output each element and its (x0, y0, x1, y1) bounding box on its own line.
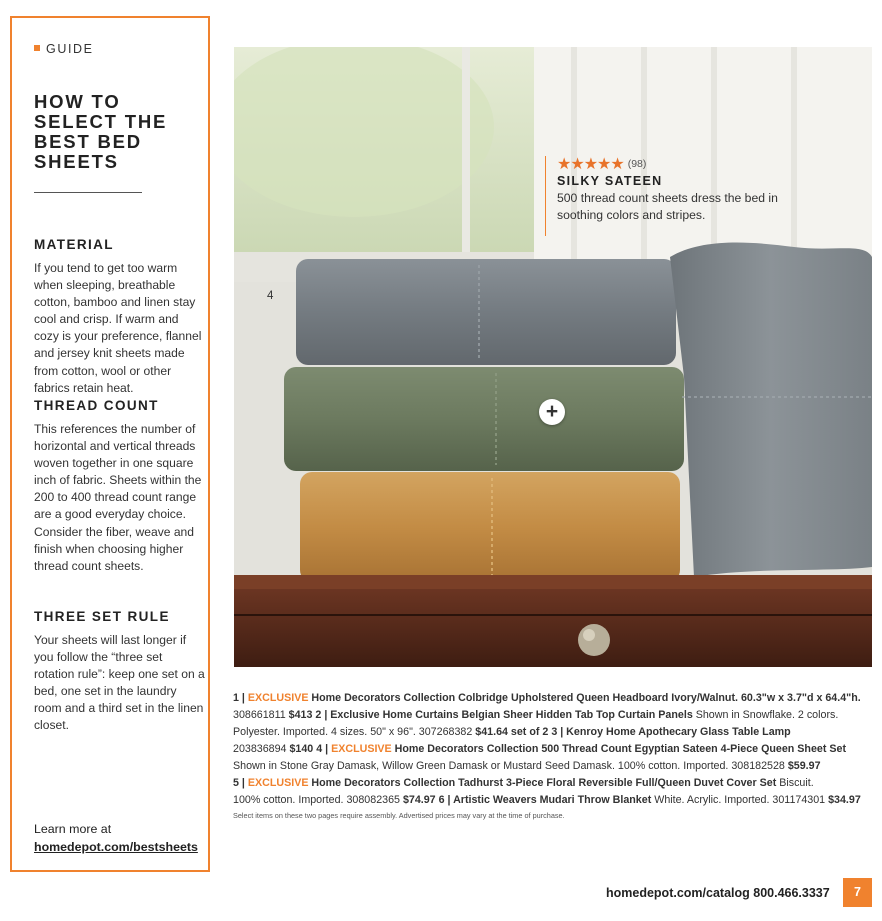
price: $59.97 (787, 760, 821, 772)
callout-line (545, 156, 546, 236)
sheet-gray (296, 259, 676, 365)
section-text-three-set-rule: Your sheets will last longer if you follow the “three set rotation rule”: keep one set on a bed, one set in the laundry room and a third set in the linen closet. (34, 633, 205, 733)
draped-throw (670, 243, 872, 577)
product-title: SILKY SATEEN (557, 174, 663, 188)
price: $74.97 (402, 794, 436, 806)
product-captions (233, 690, 878, 809)
price: $34.97 (828, 794, 861, 806)
review-count[interactable]: (98) (627, 158, 647, 170)
exclusive-badge: EXCLUSIVE (247, 692, 309, 704)
price: $41.64 set of 2 (475, 726, 549, 738)
section-heading-material: MATERIAL (34, 237, 114, 252)
page-number: 7 (843, 878, 872, 907)
drawer-knob-highlight (583, 629, 595, 641)
caption-line: Shown in Stone Gray Damask, Willow Green Damask or Mustard Seed Damask. 100% cotton. Imported. 308182528 $59.97 (233, 760, 821, 772)
caption-line: 5 | EXCLUSIVE Home Decorators Collection Tadhurst 3-Piece Floral Reversible Full/Queen Duvet Cover Set Biscuit. (233, 777, 814, 789)
caption-line: Polyester. Imported. 4 sizes. 50" x 96". 307268382 $41.64 set of 2 3 | Kenroy Home Apothecary Glass Table Lamp (233, 726, 791, 738)
item-number-label: 4 (267, 290, 274, 302)
exclusive-badge: EXCLUSIVE (247, 777, 309, 789)
guide-sidebar (10, 16, 210, 872)
sheet-mustard (300, 472, 680, 582)
star-rating (557, 154, 646, 174)
fine-print: Select items on these two pages require assembly. Advertised prices may vary at the time of purchase. (233, 811, 565, 820)
guide-label: GUIDE (34, 42, 94, 56)
exclusive-badge: EXCLUSIVE (331, 743, 392, 755)
product-description: 500 thread count sheets dress the bed in soothing colors and stripes. (557, 191, 778, 222)
caption-line: 308661811 $413 2 | Exclusive Home Curtains Belgian Sheer Hidden Tab Top Curtain Panels Shown in Snowflake. 2 colors. (233, 709, 839, 721)
learn-more-text: Learn more at (34, 822, 112, 836)
dresser-front (234, 589, 872, 667)
window-mullion (462, 47, 470, 252)
orange-square-icon (34, 45, 40, 51)
section-heading-thread-count: THREAD COUNT (34, 398, 159, 413)
title-divider (34, 192, 142, 193)
caption-line: 100% cotton. Imported. 308082365 $74.97 6 | Artistic Weavers Mudari Throw Blanket White. Acrylic. Imported. 301174301 $34.97 (233, 794, 861, 806)
section-text-material: If you tend to get too warm when sleeping, breathable cotton, bamboo and linen stay cool and crisp. If warm and cozy is your preference, flannel and jersey knit sheets made from cotton, wool or other fabrics retain heat. (34, 261, 202, 395)
guide-title: HOW TO SELECT THE BEST BED SHEETS (34, 91, 168, 172)
price: $140 (289, 743, 314, 755)
footer-catalog-link[interactable]: homedepot.com/catalog 800.466.3337 (606, 886, 830, 900)
learn-more-link[interactable]: homedepot.com/bestsheets (34, 839, 198, 854)
section-text-thread-count: This references the number of horizontal and vertical threads woven together in one square inch of fabric. Sheets within the 200 to 400 thread count range are a good everyday choice. Consider the fiber, weave and finish when choosing higher thread count sheets. (34, 422, 202, 573)
stars-icon: ★★★★★ (557, 156, 624, 173)
product-photo (234, 47, 872, 667)
caption-line: 1 | EXCLUSIVE Home Decorators Collection Colbridge Upholstered Queen Headboard Ivory/Walnut. 60.3"w x 3.7"d x 64.4"h. (233, 692, 861, 704)
plus-icon[interactable]: + (539, 399, 565, 425)
drawer-knob (578, 624, 610, 656)
sheet-green (284, 367, 684, 471)
sheets-illustration (234, 47, 872, 667)
price: $413 (288, 709, 313, 721)
section-heading-three-set-rule: THREE SET RULE (34, 609, 170, 624)
caption-line: 203836894 $140 4 | EXCLUSIVE Home Decorators Collection 500 Thread Count Egyptian Sateen 4-Piece Queen Sheet Set (233, 743, 847, 755)
dresser-top (234, 575, 872, 589)
learn-more (34, 821, 198, 856)
